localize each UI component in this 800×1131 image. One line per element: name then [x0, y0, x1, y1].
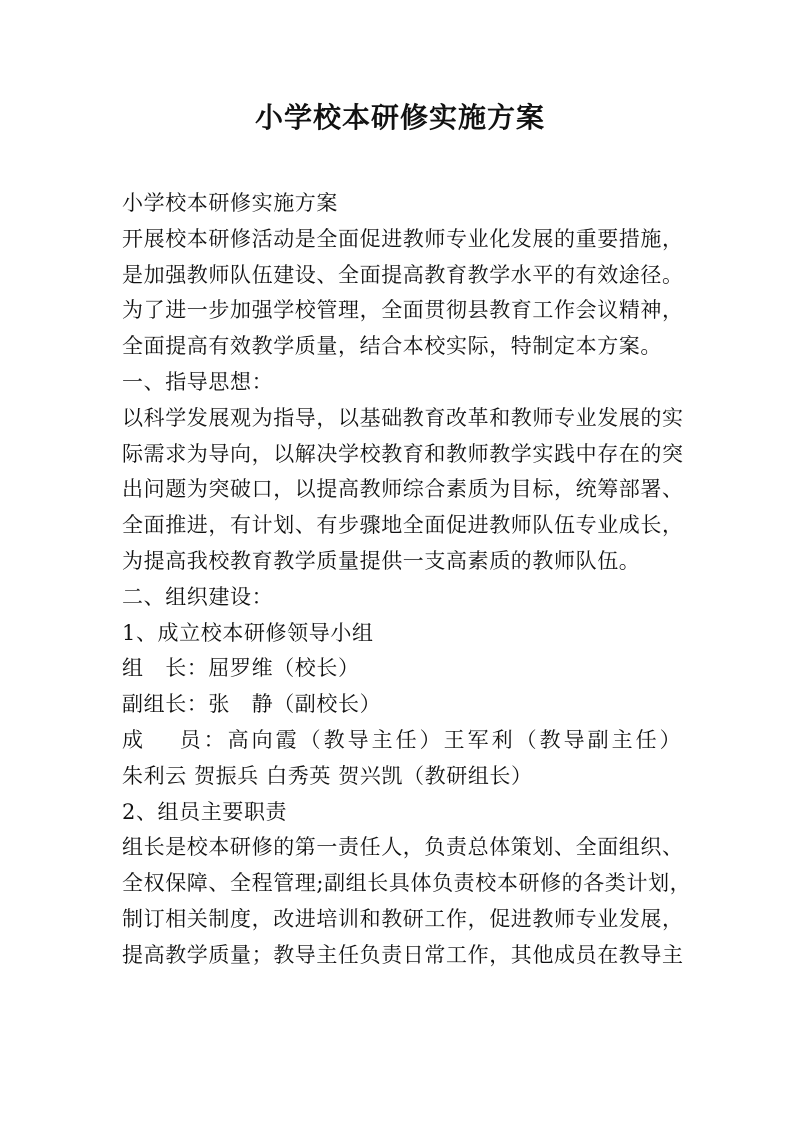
member-line-deputy: 副组长：张 静（副校长）: [122, 692, 382, 717]
body-line: 际需求为导向，以解决学校教育和教师教学实践中存在的突: [122, 441, 684, 466]
subsection-heading-duties: 2、组员主要职责: [122, 799, 288, 824]
body-line: 为了进一步加强学校管理，全面贯彻县教育工作会议精神，: [122, 298, 684, 323]
body-line: 是加强教师队伍建设、全面提高教育教学水平的有效途径。: [122, 262, 684, 287]
body-line: 全面推进，有计划、有步骤地全面促进教师队伍专业成长，: [122, 513, 684, 538]
body-line: 为提高我校教育教学质量提供一支高素质的教师队伍。: [122, 548, 641, 573]
body-line: 以科学发展观为指导，以基础教育改革和教师专业发展的实: [122, 405, 684, 430]
subsection-heading-leadership-group: 1、成立校本研修领导小组: [122, 620, 374, 645]
member-line-teaching-leads: 朱利云 贺振兵 白秀英 贺兴凯（教研组长）: [122, 763, 533, 788]
document-body: [122, 186, 702, 974]
document-title: 小学校本研修实施方案: [254, 101, 545, 134]
body-line: 全面提高有效教学质量，结合本校实际，特制定本方案。: [122, 334, 662, 359]
member-line-leader: 组 长：屈罗维（校长）: [122, 656, 360, 681]
member-line-members: 成 员：高向霞（教导主任）王军利（教导副主任）: [122, 727, 684, 752]
body-line: 全权保障、全程管理;副组长具体负责校本研修的各类计划，: [122, 871, 692, 896]
body-line: 制订相关制度，改进培训和教研工作，促进教师专业发展，: [122, 906, 684, 931]
body-line: 出问题为突破口，以提高教师综合素质为目标，统筹部署、: [122, 477, 684, 502]
section-heading-organization: 二、组织建设：: [122, 584, 274, 609]
body-line: 提高教学质量；教导主任负责日常工作，其他成员在教导主: [122, 942, 684, 967]
body-line-subtitle: 小学校本研修实施方案: [122, 191, 338, 215]
section-heading-guiding-ideology: 一、指导思想：: [122, 369, 274, 394]
body-line: 开展校本研修活动是全面促进教师专业化发展的重要措施，: [122, 226, 684, 251]
body-line: 组长是校本研修的第一责任人，负责总体策划、全面组织、: [122, 835, 684, 860]
